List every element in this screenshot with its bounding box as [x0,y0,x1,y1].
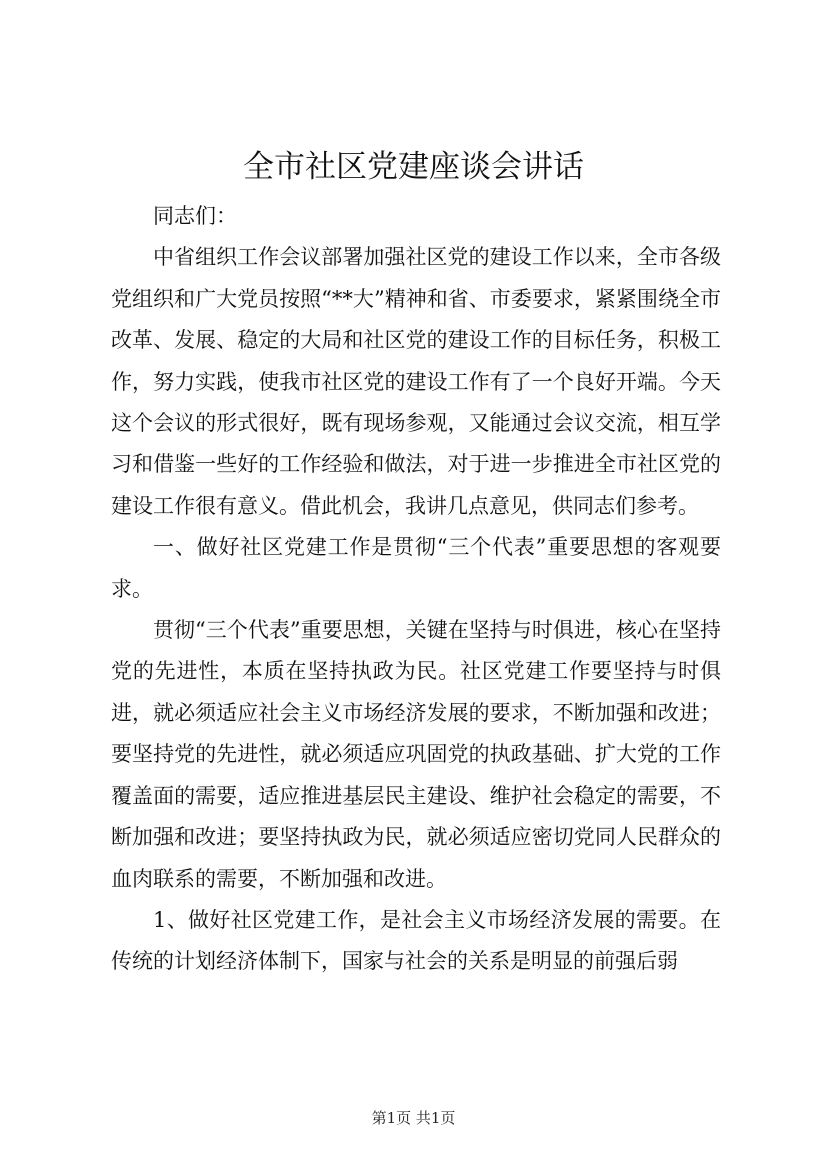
document-title: 全市社区党建座谈会讲话 [243,149,584,185]
section-heading-paragraph: 一、做好社区党建工作是贯彻“三个代表”重要思想的客观要求。 [111,535,721,601]
intro-paragraph: 中省组织工作会议部署加强社区党的建设工作以来，全市各级党组织和广大党员按照“**大”精神和省、市委要求，紧紧围绕全市改革、发展、稳定的大局和社区党的建设工作的目标任务，积极工作，努力实践，使我市社区党的建设工作有了一个良好开端。今天这个会议的形式很好，既有现场参观，又能通过会议交流，相互学习和借鉴一些好的工作经验和做法，对于进一步推进全市社区党的建设工作很有意义。借此机会，我讲几点意见，供同志们参考。 [111,245,721,518]
body-paragraph: 贯彻“三个代表”重要思想，关键在坚持与时俱进，核心在坚持党的先进性，本质在坚持执政为民。社区党建工作要坚持与时俱进，就必须适应社会主义市场经济发展的要求，不断加强和改进；要坚持党的先进性，就必须适应巩固党的执政基础、扩大党的工作覆盖面的需要，适应推进基层民主建设、维护社会稳定的需要，不断加强和改进；要坚持执政为民，就必须适应密切党同人民群众的血肉联系的需要，不断加强和改进。 [111,618,721,891]
document-body [111,196,721,983]
salutation-paragraph: 同志们： [153,204,237,228]
body-paragraph: 1、做好社区党建工作，是社会主义市场经济发展的需要。在传统的计划经济体制下，国家与社会的关系是明显的前强后弱 [111,907,721,974]
page-number-footer: 第1页 共1页 [371,1109,456,1127]
